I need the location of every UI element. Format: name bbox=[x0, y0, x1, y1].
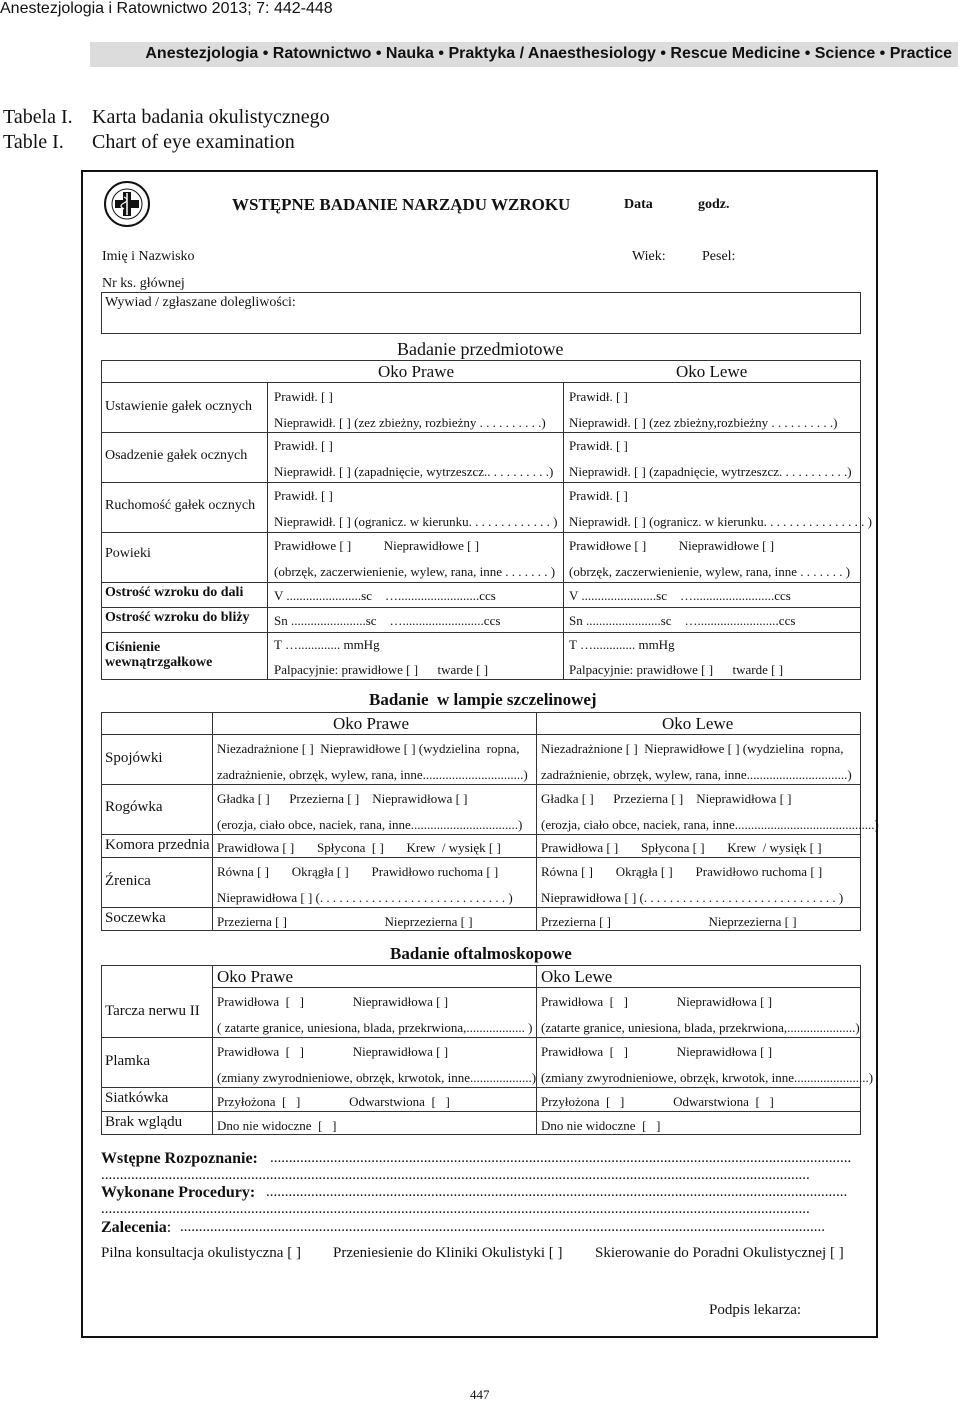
exam-cell: Prawidł. [ ] bbox=[569, 488, 628, 503]
acuity-near-label: Ostrość wzroku do bliży bbox=[105, 610, 250, 625]
exam-cell: Prawidłowe [ ] Nieprawidłowe [ ] bbox=[274, 538, 480, 553]
slit-cell: Nieprawidłowa [ ] (. . . . . . . . . . . . . . . . . . . . . . . . . . . . . ) bbox=[217, 890, 513, 905]
acuity-near-right: Sn .......................sc ….........................ccs bbox=[274, 613, 501, 628]
slit-cell: Gładka [ ] Przezierna [ ] Nieprawidłowa [ ] bbox=[217, 791, 468, 806]
journal-citation: Anestezjologia i Ratownictwo 2013; 7: 442-448 bbox=[0, 0, 333, 17]
physical-exam-title: Badanie przedmiotowe bbox=[397, 339, 564, 359]
exam-left-eye-header: Oko Lewe bbox=[676, 362, 748, 381]
clinic-logo-icon bbox=[100, 180, 154, 228]
exam-cell: Nieprawidł. [ ] (zapadnięcie, wytrzeszcz.. . . . . . . . . .) bbox=[274, 464, 554, 479]
iop-label-2: wewnątrzgałkowe bbox=[105, 655, 213, 670]
exam-cell: Prawidł. [ ] bbox=[274, 389, 333, 404]
signature-label: Podpis lekarza: bbox=[709, 1302, 802, 1318]
exam-cell: Prawidłowe [ ] Nieprawidłowe [ ] bbox=[569, 538, 775, 553]
fundus-cell: Prawidłowa [ ] Nieprawidłowa [ ] bbox=[541, 994, 773, 1009]
iop-right-palpation: Palpacyjnie: prawidłowe [ ] twarde [ ] bbox=[274, 662, 489, 677]
slit-cell: Gładka [ ] Przezierna [ ] Nieprawidłowa [ ] bbox=[541, 791, 792, 806]
slit-cell: Przezierna [ ] Nieprzezierna [ ] bbox=[541, 914, 797, 929]
exam-cell: Prawidł. [ ] bbox=[274, 488, 333, 503]
caption-title-pl: Karta badania okulistycznego bbox=[92, 106, 330, 128]
slit-cell: zadrażnienie, obrzęk, wylew, rana, inne...............................) bbox=[217, 767, 528, 782]
fundus-cell: (zmiany zwyrodnieniowe, obrzęk, krwotok, inne...................) bbox=[217, 1070, 537, 1085]
fundus-row-label: Siatkówka bbox=[105, 1090, 169, 1106]
exam-cell: Nieprawidł. [ ] (zapadnięcie, wytrzeszcz. . . . . . . . . . .) bbox=[569, 464, 852, 479]
exam-row-label: Osadzenie gałek ocznych bbox=[105, 448, 248, 463]
record-number-label: Nr ks. głównej bbox=[102, 276, 185, 291]
exam-right-eye-header: Oko Prawe bbox=[378, 362, 455, 381]
fundus-cell: Prawidłowa [ ] Nieprawidłowa [ ] bbox=[541, 1044, 773, 1059]
caption-label-pl: Tabela I. bbox=[3, 106, 73, 128]
fundus-cell: Dno nie widoczne [ ] bbox=[541, 1118, 661, 1133]
fundus-cell: (zatarte granice, uniesiona, blada, przekrwiona,.....................) bbox=[541, 1020, 860, 1035]
page-number: 447 bbox=[470, 1387, 490, 1402]
fundus-cell: Prawidłowa [ ] Nieprawidłowa [ ] bbox=[217, 994, 449, 1009]
banner-text: Anestezjologia • Ratownictwo • Nauka • Praktyka / Anaesthesiology • Rescue Medicine • Science • Practice bbox=[145, 45, 952, 62]
procedures-label: Wykonane Procedury: bbox=[101, 1184, 256, 1201]
iop-left-value: T …............. mmHg bbox=[569, 637, 675, 652]
exam-row-label: Ustawienie gałek ocznych bbox=[105, 399, 252, 414]
fundus-cell: ( zatarte granice, uniesiona, blada, przekrwiona,.................. ) bbox=[217, 1020, 533, 1035]
option-referral-outpatient: Skierowanie do Poradni Okulistycznej [ ] bbox=[595, 1245, 844, 1261]
slit-cell: (erozja, ciało obce, naciek, rana, inne.................................) bbox=[217, 817, 523, 832]
recommendations-label: Zalecenia: bbox=[101, 1219, 172, 1236]
slit-row-label: Rogówka bbox=[105, 799, 163, 815]
acuity-far-label: Ostrość wzroku do dali bbox=[105, 585, 244, 600]
age-label: Wiek: bbox=[632, 249, 666, 264]
exam-cell: Nieprawidł. [ ] (zez zbieżny,rozbieżny . . . . . . . . . .) bbox=[569, 415, 838, 430]
exam-cell: Nieprawidł. [ ] (ogranicz. w kierunku. . . . . . . . . . . . . ) bbox=[274, 514, 558, 529]
fundus-cell: Prawidłowa [ ] Nieprawidłowa [ ] bbox=[217, 1044, 449, 1059]
option-transfer-clinic: Przeniesienie do Kliniki Okulistyki [ ] bbox=[333, 1245, 563, 1261]
exam-row-label: Powieki bbox=[105, 546, 151, 561]
iop-label: Ciśnienie bbox=[105, 640, 161, 655]
exam-row-label: Ruchomość gałek ocznych bbox=[105, 498, 256, 513]
exam-cell: Prawidł. [ ] bbox=[274, 438, 333, 453]
slit-cell: Przezierna [ ] Nieprzezierna [ ] bbox=[217, 914, 473, 929]
slit-row-label: Spojówki bbox=[105, 750, 163, 766]
slit-cell: Prawidłowa [ ] Spłycona [ ] Krew / wysięk [ ] bbox=[541, 840, 822, 855]
exam-cell: Nieprawidł. [ ] (zez zbieżny, rozbieżny . . . . . . . . . .) bbox=[274, 415, 546, 430]
fundus-cell: Przyłożona [ ] Odwarstwiona [ ] bbox=[541, 1094, 774, 1109]
acuity-near-left: Sn .......................sc ….........................ccs bbox=[569, 613, 796, 628]
slit-cell: Nieprawidłowa [ ] (. . . . . . . . . . . . . . . . . . . . . . . . . . . . . . ) bbox=[541, 890, 844, 905]
slit-cell: Równa [ ] Okrągła [ ] Prawidłowo ruchoma [ ] bbox=[541, 864, 823, 879]
slit-lamp-title: Badanie w lampie szczelinowej bbox=[369, 690, 597, 709]
fundus-title: Badanie oftalmoskopowe bbox=[390, 944, 572, 963]
slit-row-label: Źrenica bbox=[105, 873, 151, 889]
option-urgent-consult: Pilna konsultacja okulistyczna [ ] bbox=[101, 1245, 301, 1261]
journal-banner bbox=[90, 42, 958, 67]
exam-cell: Prawidł. [ ] bbox=[569, 438, 628, 453]
form-title: WSTĘPNE BADANIE NARZĄDU WZROKU bbox=[232, 195, 571, 214]
slit-cell: Niezadrażnione [ ] Nieprawidłowe [ ] (wydzielina ropna, bbox=[217, 741, 520, 756]
fundus-row-label: Brak wglądu bbox=[105, 1114, 183, 1130]
slit-cell: (erozja, ciało obce, naciek, rana, inne...........................................) bbox=[541, 817, 879, 832]
slit-cell: Prawidłowa [ ] Spłycona [ ] Krew / wysięk [ ] bbox=[217, 840, 501, 855]
exam-cell: Prawidł. [ ] bbox=[569, 389, 628, 404]
slit-cell: zadrażnienie, obrzęk, wylew, rana, inne...............................) bbox=[541, 767, 852, 782]
pesel-label: Pesel: bbox=[702, 249, 736, 264]
exam-cell: Nieprawidł. [ ] (ogranicz. w kierunku. . . . . . . . . . . . . . . . ) bbox=[569, 514, 872, 529]
exam-cell: (obrzęk, zaczerwienienie, wylew, rana, inne . . . . . . . ) bbox=[274, 564, 556, 579]
fundus-row-label: Plamka bbox=[105, 1053, 150, 1069]
fundus-right-eye-header: Oko Prawe bbox=[217, 967, 294, 986]
fundus-row-label: Tarcza nerwu II bbox=[105, 1003, 200, 1019]
fundus-cell: (zmiany zwyrodnieniowe, obrzęk, krwotok, inne.......................) bbox=[541, 1070, 874, 1085]
slit-row-label: Komora przednia bbox=[105, 837, 210, 853]
exam-cell: (obrzęk, zaczerwienienie, wylew, rana, inne . . . . . . . ) bbox=[569, 564, 851, 579]
fundus-cell: Przyłożona [ ] Odwarstwiona [ ] bbox=[217, 1094, 450, 1109]
history-label: Wywiad / zgłaszane dolegliwości: bbox=[105, 295, 296, 310]
fundus-left-eye-header: Oko Lewe bbox=[541, 967, 613, 986]
slit-cell: Równa [ ] Okrągła [ ] Prawidłowo ruchoma [ ] bbox=[217, 864, 499, 879]
date-label: Data bbox=[624, 197, 653, 212]
time-label: godz. bbox=[698, 197, 730, 212]
diagnosis-label: Wstępne Rozpoznanie: bbox=[101, 1150, 258, 1167]
slit-right-eye-header: Oko Prawe bbox=[333, 714, 410, 733]
slit-row-label: Soczewka bbox=[105, 910, 166, 926]
acuity-far-right: V .......................sc ….........................ccs bbox=[274, 588, 496, 603]
caption-title-en: Chart of eye examination bbox=[92, 131, 295, 153]
slit-left-eye-header: Oko Lewe bbox=[662, 714, 734, 733]
fundus-cell: Dno nie widoczne [ ] bbox=[217, 1118, 337, 1133]
acuity-far-left: V .......................sc ….........................ccs bbox=[569, 588, 791, 603]
slit-cell: Niezadrażnione [ ] Nieprawidłowe [ ] (wydzielina ropna, bbox=[541, 741, 844, 756]
patient-name-label: Imię i Nazwisko bbox=[102, 249, 195, 264]
caption-label-en: Table I. bbox=[3, 131, 64, 153]
iop-right-value: T …............. mmHg bbox=[274, 637, 380, 652]
iop-left-palpation: Palpacyjnie: prawidłowe [ ] twarde [ ] bbox=[569, 662, 784, 677]
